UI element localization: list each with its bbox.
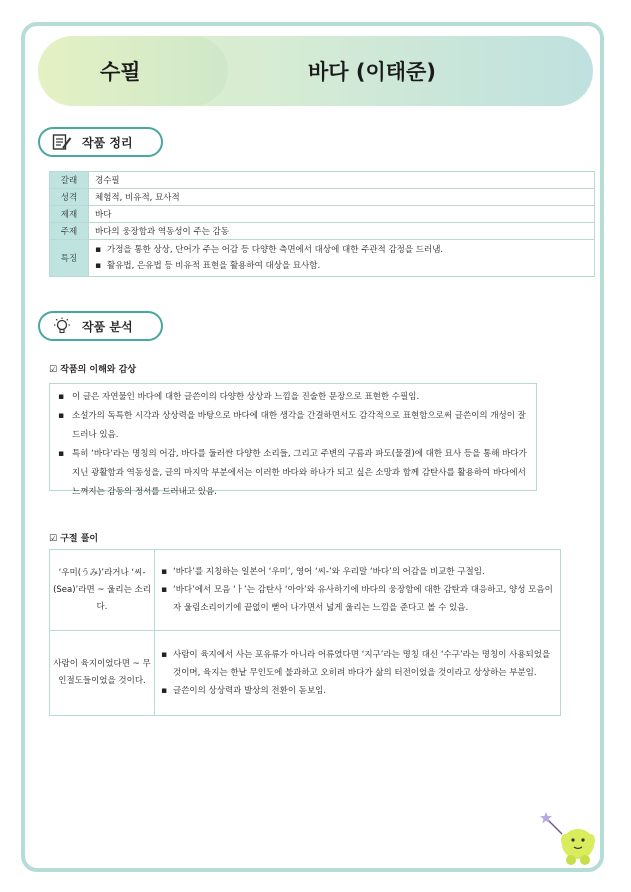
list-item: ▪ 이 글은 자연물인 바다에 대한 글쓴이의 다양한 상상과 느낌을 진술한 문장으로 표현한 수필임. [58, 388, 528, 407]
genre-label: 수필 [100, 60, 141, 84]
notepad-pencil-icon [52, 133, 72, 151]
note-item: ▪ ‘바다’를 지칭하는 일본어 ‘우미’, 영어 ‘씨-’와 우리말 ‘바다’의 어감을 비교한 구절임. [161, 563, 554, 581]
wand-star-icon [540, 812, 562, 834]
section-header-summary [38, 127, 163, 157]
table-row [50, 240, 595, 277]
table-row [50, 223, 595, 240]
row-value: 바다 [89, 206, 595, 223]
page-title: 바다 (이태준) [308, 60, 436, 84]
section-header-analysis [38, 311, 163, 341]
mascot-illustration [540, 810, 600, 870]
phrase-quote: 사람이 육지이었다면 ~ 무인절도들이었을 것이다. [50, 631, 155, 716]
understanding-box [49, 383, 537, 497]
row-head: 갈래 [50, 172, 89, 189]
feature-item: ▪ 가정을 통한 상상, 단어가 주는 어감 등 다양한 측면에서 대상에 대한 주관적 감정을 드러냄. [95, 242, 588, 258]
table-row [50, 550, 561, 631]
note-item: ▪ 글쓴이의 상상력과 발상의 전환이 돋보임. [161, 682, 554, 700]
list-item: ▪ 소설가의 독특한 시각과 상상력을 바탕으로 바다에 대한 생각을 간결하면서도 감각적으로 표현함으로써 글쓴이의 개성이 잘 드러나 있음. [58, 407, 528, 445]
phrase-table [49, 549, 561, 716]
row-head: 제재 [50, 206, 89, 223]
phrase-notes [155, 550, 561, 631]
table-row [50, 631, 561, 716]
row-head: 성격 [50, 189, 89, 206]
phrase-notes [155, 631, 561, 716]
note-item: ▪ 사람이 육지에서 사는 포유류가 아니라 어류였다면 ‘지구’라는 명칭 대신 ‘수구’라는 명칭이 사용되었을 것이며, 육지는 한낱 무인도에 불과하고 오히려 바다가 삶의 터전이었을 것이라고 상상하는 부분임. [161, 646, 554, 682]
row-value: 경수필 [89, 172, 595, 189]
phrase-quote: ‘우미(うみ)’라거나 ‘씨-(Sea)’라면 ~ 울리는 소리다. [50, 550, 155, 631]
lightbulb-icon [52, 317, 72, 335]
table-row [50, 189, 595, 206]
section-label: 작품 정리 [82, 136, 133, 150]
row-value: 바다의 웅장함과 역동성이 주는 감동 [89, 223, 595, 240]
table-row [50, 206, 595, 223]
row-head: 특징 [50, 240, 89, 277]
row-value: 체험적, 비유적, 묘사적 [89, 189, 595, 206]
subheading-phrases: ☑ 구절 풀이 [49, 534, 99, 544]
features-cell [89, 240, 595, 277]
section-label: 작품 분석 [82, 320, 133, 334]
note-item: ▪ ‘바다’에서 모음 ‘ㅏ’는 감탄사 ‘아아’와 유사하기에 바다의 웅장함에 대한 감탄과 대응하고, 양성 모음이자 울림소리이기에 끝없이 뻗어 나가면서 넓게 울리는 느낌을 준다고 볼 수 있음. [161, 581, 554, 617]
subheading-understanding: ☑ 작품의 이해와 감상 [49, 365, 137, 375]
feature-item: ▪ 활유법, 은유법 등 비유적 표현을 활용하여 대상을 묘사함. [95, 258, 588, 274]
summary-table [49, 171, 595, 277]
row-head: 주제 [50, 223, 89, 240]
list-item: ▪ 특히 ‘바다’라는 명칭의 어감, 바다를 둘러싼 다양한 소리들, 그리고 주변의 구름과 파도(물결)에 대한 묘사 등을 통해 바다가 지닌 광활함과 역동성을, 글의 마지막 부분에서는 이러한 바다와 하나가 되고 싶은 소망과 함께 감탄사를 활용하여 바다에서 느껴지는 감동의 정서를 드러내고 있음. [58, 445, 528, 502]
table-row [50, 172, 595, 189]
title-banner [38, 36, 593, 106]
